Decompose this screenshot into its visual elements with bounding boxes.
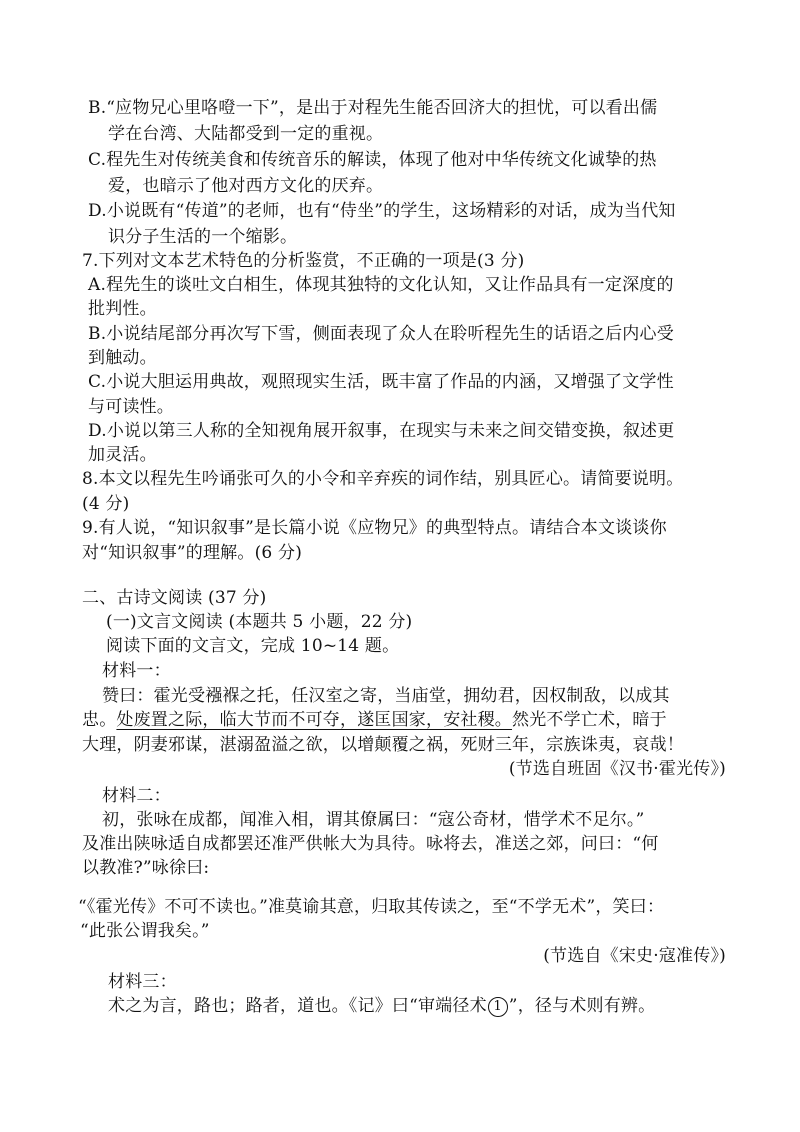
material3-label: 材料三： [108, 972, 177, 992]
material1-line1: 赞曰：霍光受襁褓之托，任汉室之寄，当庙堂，拥幼君，因权制敌，以成其 [102, 686, 670, 706]
q7-option-c-line2: 与可读性。 [88, 397, 174, 417]
q9-line1: 9.有人说，“知识叙事”是长篇小说《应物兄》的典型特点。请结合本文谈谈你 [82, 518, 667, 538]
material1-line2-start: 忠。 [82, 710, 117, 730]
subsection-title: (一)文言文阅读 (本题共 5 小题，22 分) [106, 612, 413, 632]
material2-source: (节选自《宋史·寇准传》) [543, 946, 726, 966]
q7-option-b-line1: B.小说结尾部分再次写下雪，侧面表现了众人在聆听程先生的话语之后内心受 [88, 324, 674, 344]
material2-line3: 以教准?”咏徐曰: [82, 858, 210, 878]
instruction-text: 阅读下面的文言文，完成 10~14 题。 [106, 636, 400, 656]
material2-line1: 初，张咏在成都，闻准入相，谓其僚属曰：“寇公奇材，惜学术不足尔。” [102, 810, 645, 830]
q6-option-d-line2: 识分子生活的一个缩影。 [108, 227, 298, 247]
q6-option-b-line1: B.“应物兄心里咯噔一下”，是出于对程先生能否回济大的担忧，可以看出儒 [88, 98, 658, 118]
q7-option-a-line1: A.程先生的谈吐文白相生，体现其独特的文化认知，又让作品具有一定深度的 [88, 275, 674, 295]
material2-line2: 及准出陕咏适自成都罢还准严供帐大为具待。咏将去，准送之郊，问曰：“何 [82, 834, 659, 854]
q6-option-c-line2: 爱，也暗示了他对西方文化的厌弃。 [108, 176, 384, 196]
footnote-marker: 1 [488, 997, 508, 1017]
material1-source: (节选自班固《汉书·霍光传》) [508, 759, 726, 779]
q8-line1: 8.本文以程先生吟诵张可久的小令和辛弃疾的词作结，别具匠心。请简要说明。 [82, 469, 684, 489]
q9-line2: 对“知识叙事”的理解。(6 分) [82, 543, 303, 563]
q6-option-d-line1: D.小说既有“传道”的老师，也有“侍坐”的学生，这场精彩的对话，成为当代知 [88, 201, 676, 221]
q7-stem: 7.下列对文本艺术特色的分析鉴赏，不正确的一项是(3 分) [82, 251, 525, 271]
material2-line4: “《霍光传》不可不读也。”准莫谕其意，归取其传读之，至“不学无术”，笑曰： [78, 897, 665, 917]
q7-option-d-line2: 加灵活。 [88, 445, 157, 465]
material1-underlined-sentence: 处废置之际，临大节而不可夺，遂匡国家，安社稷。 [116, 710, 513, 730]
material2-line5: “此张公谓我矣。” [80, 921, 210, 941]
q7-option-c-line1: C.小说大胆运用典故，观照现实生活，既丰富了作品的内涵，又增强了文学性 [88, 372, 674, 392]
q8-line2: (4 分) [82, 494, 130, 514]
material2-label: 材料二： [102, 786, 171, 806]
material1-line3: 大理，阴妻邪谋，湛溺盈溢之欲，以增颠覆之祸，死财三年，宗族诛夷，哀哉！ [82, 735, 684, 755]
material1-line2 [82, 708, 667, 732]
q7-option-d-line1: D.小说以第三人称的全知视角展开叙事，在现实与未来之间交错变换，叙述更 [88, 421, 675, 441]
q6-option-b-line2: 学在台湾、大陆都受到一定的重视。 [108, 124, 384, 144]
material3-line1 [108, 994, 655, 1018]
material3-line1-start: 术之为言，路也；路者，道也。《记》曰“审端径术 [108, 996, 487, 1016]
material1-label: 材料一： [102, 661, 171, 681]
material1-line2-end: 然光不学亡术，暗于 [512, 710, 667, 730]
q7-option-b-line2: 到触动。 [88, 348, 157, 368]
section-title: 二、古诗文阅读 (37 分) [82, 588, 267, 608]
q7-option-a-line2: 批判性。 [88, 299, 157, 319]
q6-option-c-line1: C.程先生对传统美食和传统音乐的解读，体现了他对中华传统文化诚挚的热 [88, 150, 657, 170]
material3-line1-end: ”，径与术则有辨。 [508, 996, 656, 1016]
